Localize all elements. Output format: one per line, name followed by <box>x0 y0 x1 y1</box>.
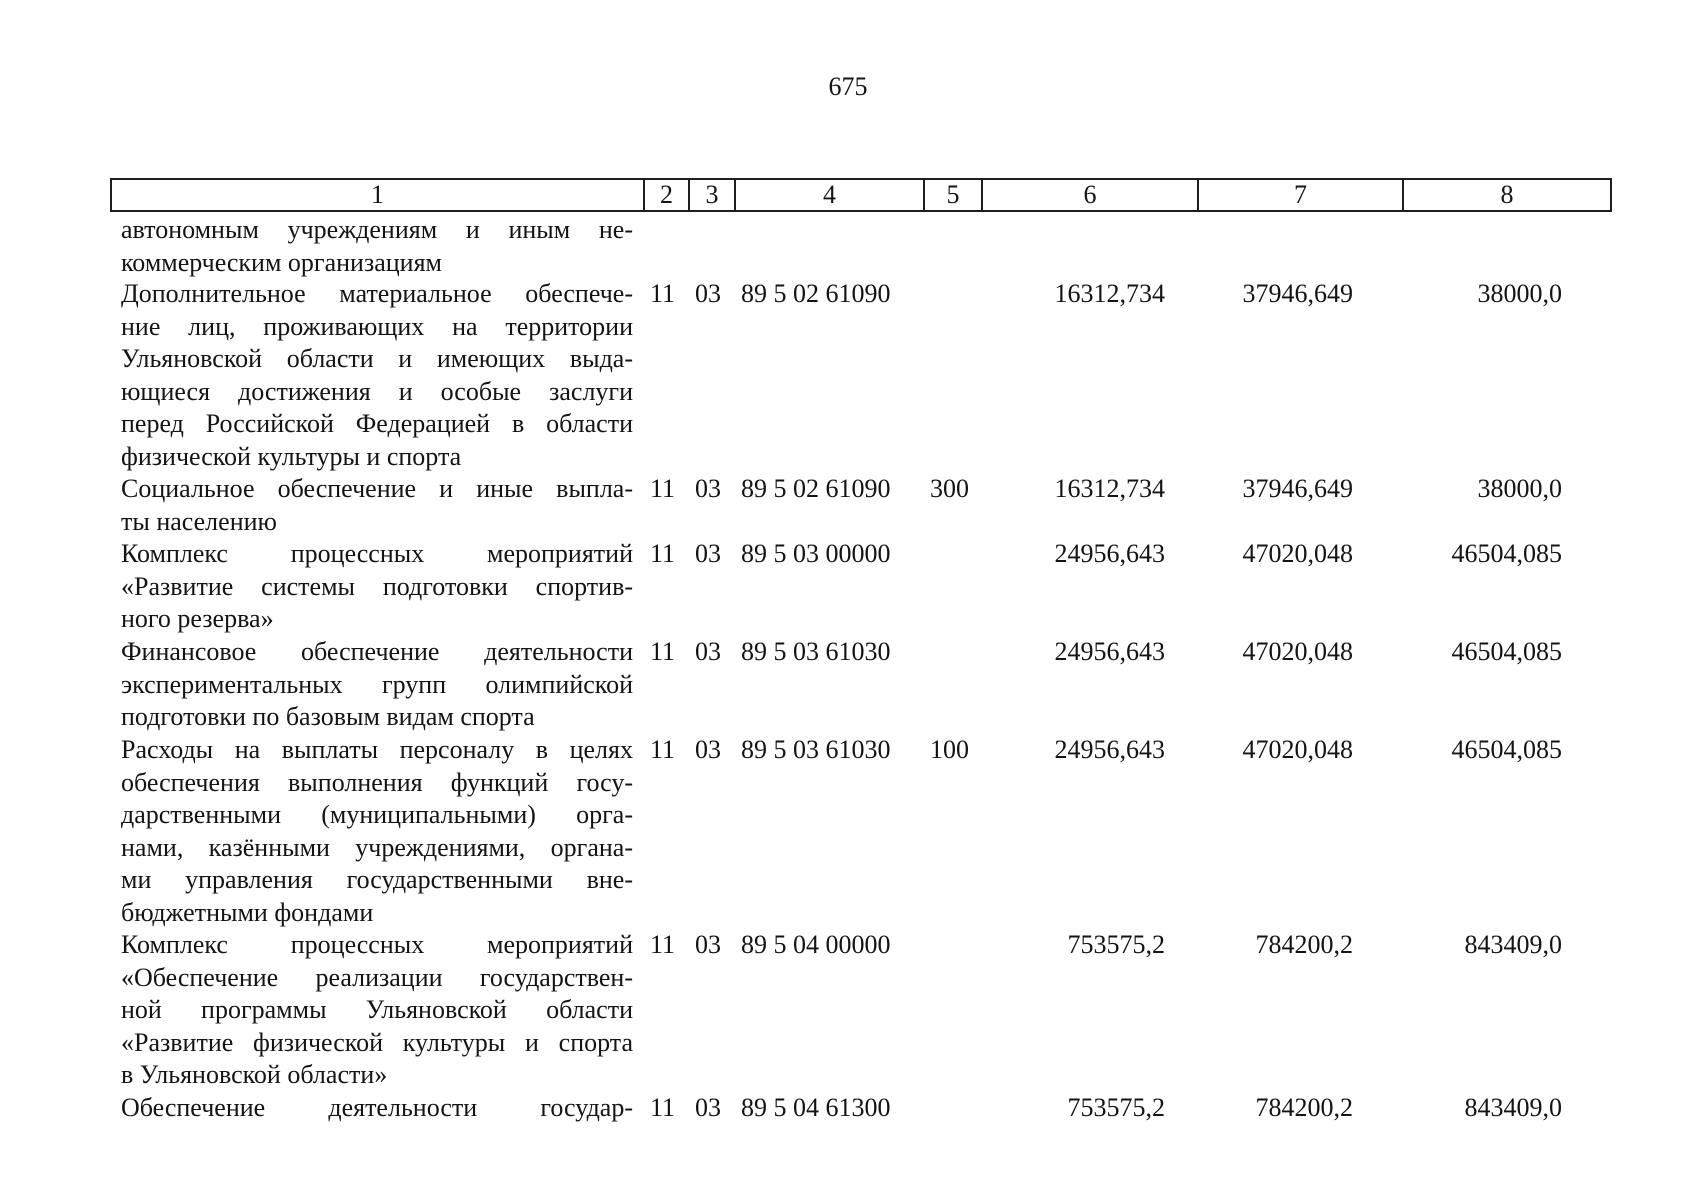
amount-column-6: 24956,643 <box>1054 539 1165 568</box>
amount-column-7: 784200,2 <box>1255 930 1353 959</box>
section-code: 11 <box>650 539 676 568</box>
row-description <box>121 473 633 538</box>
column-header-row <box>111 179 1611 211</box>
column-header-7: 7 <box>1198 179 1403 211</box>
amount-column-7: 37946,649 <box>1242 279 1353 308</box>
description-line: ющиеся достижения и особые заслуги <box>121 376 633 406</box>
description-line: нами, казёнными учреждениями, органа- <box>121 832 633 862</box>
row-description <box>121 278 633 473</box>
description-line: Ульяновской области и имеющих выда- <box>121 344 633 373</box>
description-line: обеспечения выполнения функций госу- <box>121 767 633 797</box>
amount-column-8: 843409,0 <box>1464 1093 1562 1122</box>
page-number: 675 <box>828 72 868 101</box>
target-article-code: 89 5 03 61030 <box>741 637 891 666</box>
expense-type-code: 300 <box>930 474 969 503</box>
description-line: в Ульяновской области» <box>121 1060 388 1089</box>
target-article-code: 89 5 04 00000 <box>741 930 891 959</box>
description-line: «Развитие физической культуры и спорта <box>121 1027 633 1057</box>
description-line: коммерческим организациям <box>121 247 443 277</box>
description-line: Расходы на выплаты персоналу в целях <box>121 735 633 764</box>
description-line: физической культуры и спорта <box>121 441 462 471</box>
target-article-code: 89 5 02 61090 <box>741 279 891 308</box>
description-line: Комплекс процессных мероприятий <box>121 539 633 568</box>
section-code: 11 <box>650 930 676 959</box>
row-description <box>121 929 633 1092</box>
column-header-2: 2 <box>644 179 689 211</box>
subsection-code: 03 <box>695 930 721 959</box>
description-line: ми управления государственными вне- <box>121 865 633 894</box>
subsection-code: 03 <box>695 735 721 764</box>
column-header-5: 5 <box>924 179 982 211</box>
amount-column-7: 47020,048 <box>1242 735 1353 764</box>
description-line: «Обеспечение реализации государствен- <box>121 962 633 992</box>
subsection-code: 03 <box>695 539 721 568</box>
amount-column-7: 47020,048 <box>1242 539 1353 568</box>
row-description <box>121 214 633 279</box>
column-header-table <box>110 178 1612 212</box>
row-description <box>121 1092 633 1125</box>
target-article-code: 89 5 03 00000 <box>741 539 891 568</box>
target-article-code: 89 5 02 61090 <box>741 474 891 503</box>
section-code: 11 <box>650 1093 676 1122</box>
description-line: Финансовое обеспечение деятельности <box>121 637 633 666</box>
amount-column-6: 24956,643 <box>1054 735 1165 764</box>
description-line: дарственными (муниципальными) орга- <box>121 800 633 829</box>
amount-column-8: 46504,085 <box>1451 735 1562 764</box>
row-description <box>121 734 633 929</box>
column-header-1: 1 <box>111 179 644 211</box>
amount-column-7: 37946,649 <box>1242 474 1353 503</box>
amount-column-6: 753575,2 <box>1067 930 1165 959</box>
amount-column-8: 46504,085 <box>1451 637 1562 666</box>
row-description <box>121 538 633 636</box>
section-code: 11 <box>650 735 676 764</box>
amount-column-8: 38000,0 <box>1477 474 1562 503</box>
target-article-code: 89 5 04 61300 <box>741 1093 891 1122</box>
description-line: перед Российской Федерацией в области <box>121 409 633 438</box>
amount-column-7: 47020,048 <box>1242 637 1353 666</box>
row-description <box>121 636 633 734</box>
subsection-code: 03 <box>695 279 721 308</box>
column-header-3: 3 <box>689 179 735 211</box>
section-code: 11 <box>650 637 676 666</box>
description-line: ние лиц, проживающих на территории <box>121 311 633 341</box>
description-line: Дополнительное материальное обеспече- <box>121 279 633 308</box>
description-line: Социальное обеспечение и иные выпла- <box>121 474 633 503</box>
description-line: экспериментальных групп олимпийской <box>121 669 633 699</box>
subsection-code: 03 <box>695 1093 721 1122</box>
amount-column-6: 753575,2 <box>1067 1093 1165 1122</box>
amount-column-8: 46504,085 <box>1451 539 1562 568</box>
subsection-code: 03 <box>695 474 721 503</box>
column-header-6: 6 <box>982 179 1198 211</box>
amount-column-7: 784200,2 <box>1255 1093 1353 1122</box>
column-header-8: 8 <box>1403 179 1611 211</box>
amount-column-8: 38000,0 <box>1477 279 1562 308</box>
description-line: Комплекс процессных мероприятий <box>121 930 633 959</box>
column-header-4: 4 <box>735 179 924 211</box>
expense-type-code: 100 <box>930 735 969 764</box>
amount-column-6: 24956,643 <box>1054 637 1165 666</box>
description-line: ной программы Ульяновской области <box>121 995 633 1024</box>
description-line: «Развитие системы подготовки спортив- <box>121 571 633 601</box>
subsection-code: 03 <box>695 637 721 666</box>
target-article-code: 89 5 03 61030 <box>741 735 891 764</box>
description-line: Обеспечение деятельности государ- <box>121 1093 633 1122</box>
amount-column-8: 843409,0 <box>1464 930 1562 959</box>
section-code: 11 <box>650 279 676 308</box>
description-line: ного резерва» <box>121 604 274 633</box>
section-code: 11 <box>650 474 676 503</box>
amount-column-6: 16312,734 <box>1054 474 1165 503</box>
description-line: подготовки по базовым видам спорта <box>121 702 535 731</box>
description-line: ты населению <box>121 506 277 536</box>
description-line: автономным учреждениям и иным не- <box>121 215 633 244</box>
description-line: бюджетными фондами <box>121 897 374 927</box>
amount-column-6: 16312,734 <box>1054 279 1165 308</box>
